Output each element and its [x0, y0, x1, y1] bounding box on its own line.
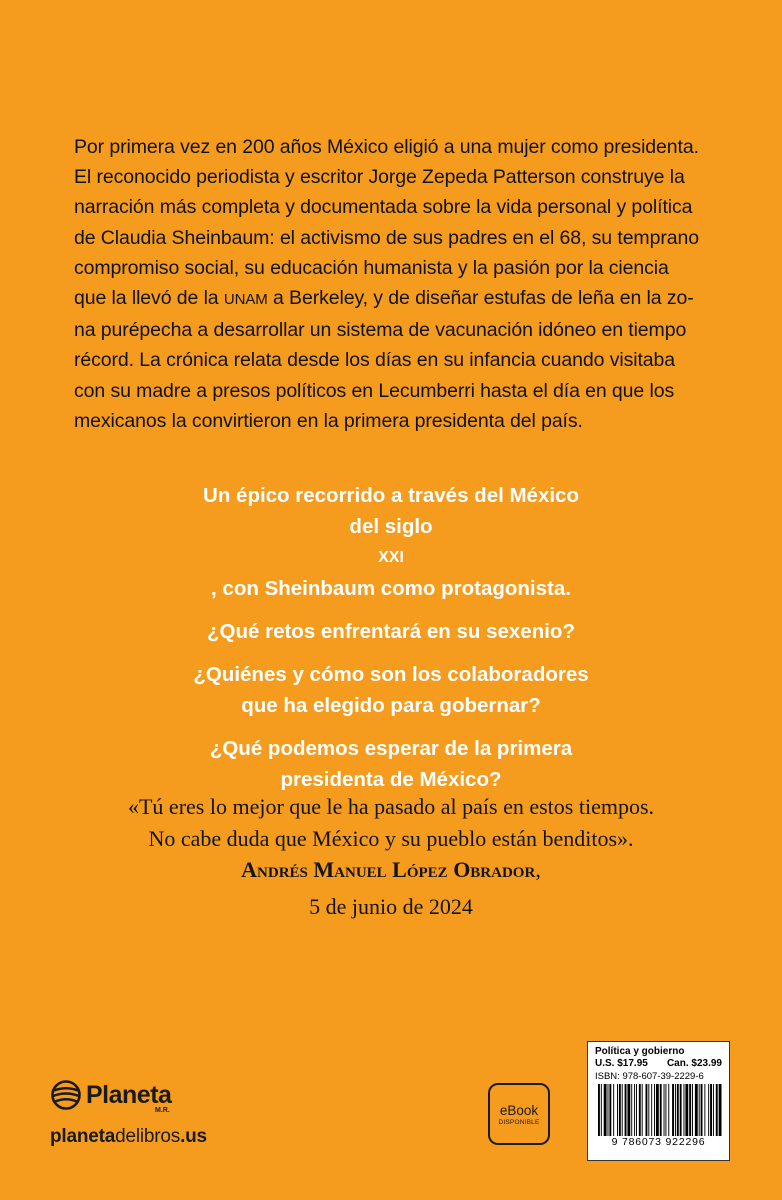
highlight-text: , con Sheinbaum como protagonista. [211, 577, 571, 600]
price-us: U.S. $17.95 [595, 1058, 648, 1069]
barcode-bar [656, 1084, 659, 1136]
highlight-line [100, 511, 682, 604]
barcode-bar [617, 1084, 618, 1136]
url-part: planeta [50, 1126, 116, 1147]
trademark-mark: M.R. [155, 1107, 170, 1114]
synopsis-line [74, 283, 714, 315]
synopsis-line: El reconocido periodista y escritor Jorge Zepeda Patterson construye la [74, 166, 685, 189]
synopsis-line: narración más completa y documentada sobre la vida personal y política [74, 196, 693, 219]
ebook-badge [488, 1083, 550, 1145]
barcode-bar [625, 1084, 627, 1136]
quote-date: 5 de junio de 2024 [309, 893, 473, 919]
quote-author: Andrés Manuel López Obrador [241, 857, 536, 882]
ebook-sublabel: DISPONIBLE [498, 1118, 540, 1126]
barcode-label [587, 1041, 730, 1161]
endorsement-quote [60, 791, 722, 922]
barcode-bar [695, 1084, 698, 1136]
barcode-bar [665, 1084, 666, 1136]
barcode-bar [608, 1084, 609, 1136]
barcode-bar [668, 1084, 669, 1136]
barcode-bar [642, 1084, 643, 1136]
synopsis-line: de Claudia Sheinbaum: el activismo de sus padres en el 68, su temprano [74, 226, 699, 249]
synopsis-line: récord. La crónica relata desde los días en su infancia cuando visitaba [74, 349, 676, 372]
highlight-smallcaps: XXI [378, 549, 404, 566]
barcode-bar [660, 1084, 662, 1136]
synopsis-text: Por primera vez en 200 años México eligió a una mujer como presidenta. [74, 136, 699, 158]
highlight-line: ¿Quiénes y cómo son los colaboradores [193, 663, 589, 686]
barcode-bar [619, 1084, 621, 1136]
globe-icon [50, 1079, 82, 1111]
highlight-line: presidenta de México? [280, 768, 502, 791]
highlight-4 [100, 733, 682, 795]
barcode-bar [601, 1084, 602, 1136]
synopsis-paragraph [74, 132, 714, 436]
highlight-line: ¿Qué podemos esperar de la primera [209, 737, 573, 760]
barcode-bar [710, 1084, 712, 1136]
barcode-bar [675, 1084, 676, 1136]
book-category: Política y gobierno [595, 1046, 685, 1057]
barcode-digits: 9 786073 922296 [611, 1136, 706, 1148]
url-part: delibros [115, 1126, 181, 1147]
highlight-questions [100, 480, 682, 807]
barcode-bar [651, 1084, 652, 1136]
synopsis-line: na purépecha a desarrollar un sistema de vacunación idóneo en tiempo [74, 319, 687, 342]
barcode-bar [689, 1084, 691, 1136]
barcode-bar [664, 1084, 665, 1136]
price-can: Can. $23.99 [666, 1058, 722, 1069]
synopsis-smallcaps: UNAM [223, 291, 268, 309]
ebook-label: eBook [499, 1102, 539, 1118]
highlight-2 [100, 616, 682, 647]
barcode-bar [609, 1084, 611, 1136]
barcode-bar [636, 1084, 637, 1136]
barcode-bar [627, 1084, 630, 1136]
barcode-bar [677, 1084, 679, 1136]
highlight-line: ¿Qué retos enfrentará en su sexenio? [207, 620, 575, 643]
barcode-bar [648, 1084, 649, 1136]
quote-line: No cabe duda que México y su pueblo están benditos». [148, 825, 634, 851]
url-part: .us [180, 1126, 207, 1147]
synopsis-text: a Berkeley, y de diseñar estufas de leña en la zo- [272, 287, 694, 310]
barcode-bar [716, 1084, 718, 1136]
barcode-bar [701, 1084, 703, 1136]
publisher-logo [50, 1075, 171, 1115]
barcode-bar [622, 1084, 623, 1136]
barcode-bar [604, 1084, 607, 1136]
barcode-bar [708, 1084, 709, 1136]
barcode-bar [613, 1084, 614, 1136]
barcode-bar [672, 1084, 674, 1136]
isbn-number: ISBN: 978-607-39-2229-6 [595, 1071, 704, 1082]
barcode-bar [719, 1084, 722, 1136]
barcode-bar [680, 1084, 682, 1136]
synopsis-line: compromiso social, su educación humanista y la pasión por la ciencia [74, 256, 669, 279]
highlight-3 [100, 659, 682, 721]
barcode-bar [699, 1084, 700, 1136]
synopsis-line: mexicanos la convirtieron en la primera presidenta del país. [74, 409, 583, 432]
barcode-bar [646, 1084, 648, 1136]
publisher-name: Planeta [86, 1080, 172, 1109]
barcode-bar [685, 1084, 688, 1136]
synopsis-text: que la llevó de la [74, 287, 219, 310]
barcode-bar [654, 1084, 655, 1136]
price-row [595, 1058, 722, 1070]
barcode-bar [692, 1084, 693, 1136]
barcode-bar [704, 1084, 705, 1136]
quote-author-suffix: , [535, 857, 541, 882]
highlight-1 [100, 480, 682, 604]
synopsis-line [74, 132, 714, 162]
barcode-bar [631, 1084, 632, 1136]
quote-line: «Tú eres lo mejor que le ha pasado al país en estos tiempos. [127, 794, 655, 819]
barcode-bar [598, 1084, 600, 1136]
barcode-bar [713, 1084, 714, 1136]
highlight-line: que ha elegido para gobernar? [241, 694, 541, 717]
barcode-bar [639, 1084, 641, 1136]
quote-attribution [60, 854, 722, 886]
publisher-url[interactable] [50, 1126, 207, 1148]
barcode-bars [595, 1084, 724, 1136]
highlight-line: Un épico recorrido a través del México [203, 484, 579, 507]
synopsis-line: con su madre a presos políticos en Lecumberri hasta el día en que los [74, 379, 675, 402]
barcode-bar [634, 1084, 635, 1136]
barcode-bar [684, 1084, 685, 1136]
highlight-text: del siglo [349, 515, 433, 538]
